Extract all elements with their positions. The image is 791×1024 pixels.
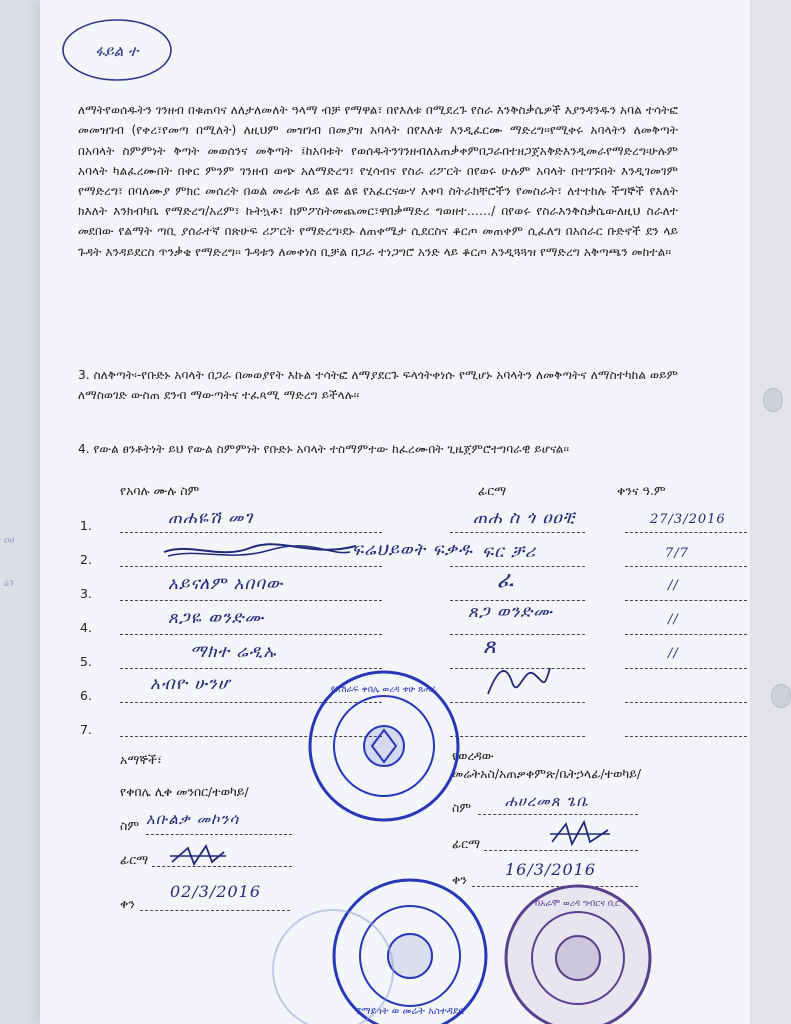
woreda-signature-label: ፊርማ <box>452 836 481 851</box>
date-line <box>625 668 747 669</box>
member-signature-scribble <box>484 660 554 700</box>
witness-name-line <box>146 834 292 835</box>
date-line <box>625 634 747 635</box>
stamp3-text: በአራሞ ወረዳ ግብርና ቢሮ <box>535 899 621 909</box>
member-name: ጸጋዬ ወንድሙ <box>168 608 265 628</box>
member-name: አብዮ ሁንሆ <box>150 674 231 694</box>
stamp2-text: የማይጎት ወ መሬት አስተዳደር <box>356 1006 464 1017</box>
woreda-role: መሬትአስ/አጠቃቀምጽ/ቤትኃላፊ/ተወካይ/ <box>452 766 642 781</box>
member-date: // <box>668 646 679 661</box>
woreda-name-line <box>478 814 638 815</box>
row-number: 6. <box>80 688 92 703</box>
signature-line <box>450 532 585 533</box>
member-name: ጠሐዬሽ መገ <box>168 508 254 528</box>
signature-line <box>450 702 585 703</box>
paragraph-penalty: 3. ስለቅጣት፡-የቡድኑ አባላት በጋራ በመወያየት እኩል ተሳትፎ ለማያደርጉ ፍላጎትቀነሱ የሚሆኑ አባላትን ለመቅጣትና ለማስተካከል ወይም ለማስወገድ ውስጠ ደንብ ማውጣትና ተፈጻሚ ማድረግ ይችላሉ፡፡ <box>78 368 678 403</box>
woreda-date-label: ቀን <box>452 872 467 887</box>
member-signature: ጠሐ ስ ጎ ዐዐቺ <box>473 508 576 528</box>
strikethrough-scribble <box>160 538 360 562</box>
row-number: 4. <box>80 620 92 635</box>
witness-role: የቀበሌ ሊቀ መንበር/ተወካይ/ <box>120 784 249 799</box>
official-stamp-kebele <box>306 668 462 824</box>
stamp1-text: የአሽራፍ ቀበሌ ወረዳ ቱሁ ጸሐፊ <box>330 685 438 695</box>
witness-date-label: ቀን <box>120 896 135 911</box>
witness-heading: አማኞች፣ <box>120 752 163 767</box>
member-name: አይናለም አበባው <box>168 574 284 594</box>
witness-signature-scribble <box>168 842 228 870</box>
edge-ink-mark: ዕገ <box>4 578 14 589</box>
punch-hole <box>763 388 783 412</box>
row-number: 1. <box>80 518 92 533</box>
member-date: // <box>668 578 679 593</box>
faint-stamp-outline <box>268 900 398 1024</box>
annotation-text: ፋይል ተ <box>95 42 139 60</box>
official-stamp-agriculture <box>498 882 658 1024</box>
paragraph-duties: ለማትየወሰዱትን ገንዘብ በቁጠባና ለለታለመለት ዓላማ ብቻ የማዋል፣ በየእለቱ በሚደረጉ የስራ እንቅስቃሴዎች እያንዳንዱን አባል ተሳትፎ መመዝገብ (የቀረ፣የመጣ በሚለት) ለዚህም መዝገብ በመያዝ አባላት በየእለቱ እንዲፈርሙ ማድረግ፡፡የሚቀሩ አባላትን ለመቅጣት በአባላት ስምምነት ቅጣት መወሰንና መቅጣት ፤ከአባቱት የወሰዱትንገንዘብለአጠቃቀምበጋራበተዘጋጀአቅድእንዲመራየማድረግ፡ሁሉም አባላት ካልፈረሙበት በቀር ምንም ገንዘብ ወጭ አለማድረግ፣ የሂሳብና የስራ ሪፖርት በየወሩ ሁሉም አባላት በተገኙበት እንዲገመገም የማድረግ፣ በባለሙያ ምክር መሰረት በወል መሬቱ ላይ ልዩ ልዩ የአፈርናውሃ እቀባ ስትራክቸሮችን የመስራት፣ ለተተከሉ ችግኞች የእለት ክእለት እንክብካቤ የማድረግ/አረም፣ ኩትኳቶ፣ ከምፖስትመጨመር፣ዋበቃማድረ ግወዘተ……/ በየወሩ የስራእንቅስቃሴውለዚህ ስራለተ መደበው የልማት ጣቢ ያሰራተኛ በጽሁፍ ሪፖርት የማድረግ፡ደኑ ለጠቀሜታ ሲደርስና ቆርጦ መጠቀም ሲፈለግ በአሰራር ቡድኖች ደን ላይ ጉዳት እንዳይደርስ ጥንቃቄ የማድረግ፡፡ ጉዳቱን ለመቀነስ ቢቻል በጋራ ተነጋግሮ አንድ ላይ ቆርጦ እንዲጓጓዝ የማድረግ አቅጣጫን መከተል፡፡ <box>78 103 678 259</box>
woreda-signature-line <box>484 850 638 851</box>
member-signature: ጸ <box>483 634 497 659</box>
name-line <box>120 634 382 635</box>
date-line <box>625 702 747 703</box>
paragraph-validity: 4. የውል ፀንቶትነት ይህ የውል ስምምነት የቡድኑ አባላት ተስማምተው ከፈረሙበት ጊዜጀምሮተግባራዊ ይሆናል፡፡ <box>78 442 570 457</box>
punch-hole <box>771 684 791 708</box>
witness-signature-label: ፊርማ <box>120 852 149 867</box>
member-date: // <box>668 612 679 627</box>
witness-name-label: ስም <box>120 818 140 833</box>
woreda-heading: የወረዳው <box>452 748 494 763</box>
annotation-circle <box>57 12 175 84</box>
member-signature: ፈ <box>497 568 515 593</box>
member-name: ፍሬህይወት ፍቃዱ <box>352 540 473 560</box>
date-line <box>625 600 747 601</box>
header-member-name: የአባሉ ሙሉ ስም <box>120 483 200 498</box>
left-background-edge <box>0 0 40 1024</box>
name-line <box>120 600 382 601</box>
date-line <box>625 566 747 567</box>
signature-line <box>450 600 585 601</box>
woreda-name: ሐሀረመጸ ጌቤ <box>505 792 589 810</box>
signature-line <box>450 566 585 567</box>
witness-name: አቡልቃ መኮንሳ <box>146 810 240 828</box>
member-signature: ጸጋ ወንድሙ <box>468 602 553 622</box>
row-number: 2. <box>80 552 92 567</box>
member-name: ማክተ ሬዲኡ <box>190 642 277 662</box>
row-number: 7. <box>80 722 92 737</box>
witness-date: 02/3/2016 <box>170 882 262 901</box>
signature-line <box>450 736 585 737</box>
member-signature: ፍር ቻሪ <box>482 542 536 562</box>
header-date: ቀንና ዓ.ም <box>617 483 666 498</box>
name-line <box>120 532 382 533</box>
row-number: 5. <box>80 654 92 669</box>
name-line <box>120 566 382 567</box>
date-line <box>625 736 747 737</box>
woreda-name-label: ስም <box>452 800 472 815</box>
member-date: 27/3/2016 <box>650 512 726 527</box>
date-line <box>625 532 747 533</box>
edge-ink-mark: ዐሀ <box>4 535 15 546</box>
woreda-signature-scribble <box>548 818 614 850</box>
header-signature: ፊርማ <box>478 483 507 498</box>
member-date: 7/7 <box>665 546 689 561</box>
right-background-edge <box>750 0 791 1024</box>
woreda-date: 16/3/2016 <box>505 860 597 879</box>
signature-line <box>450 634 585 635</box>
row-number: 3. <box>80 586 92 601</box>
